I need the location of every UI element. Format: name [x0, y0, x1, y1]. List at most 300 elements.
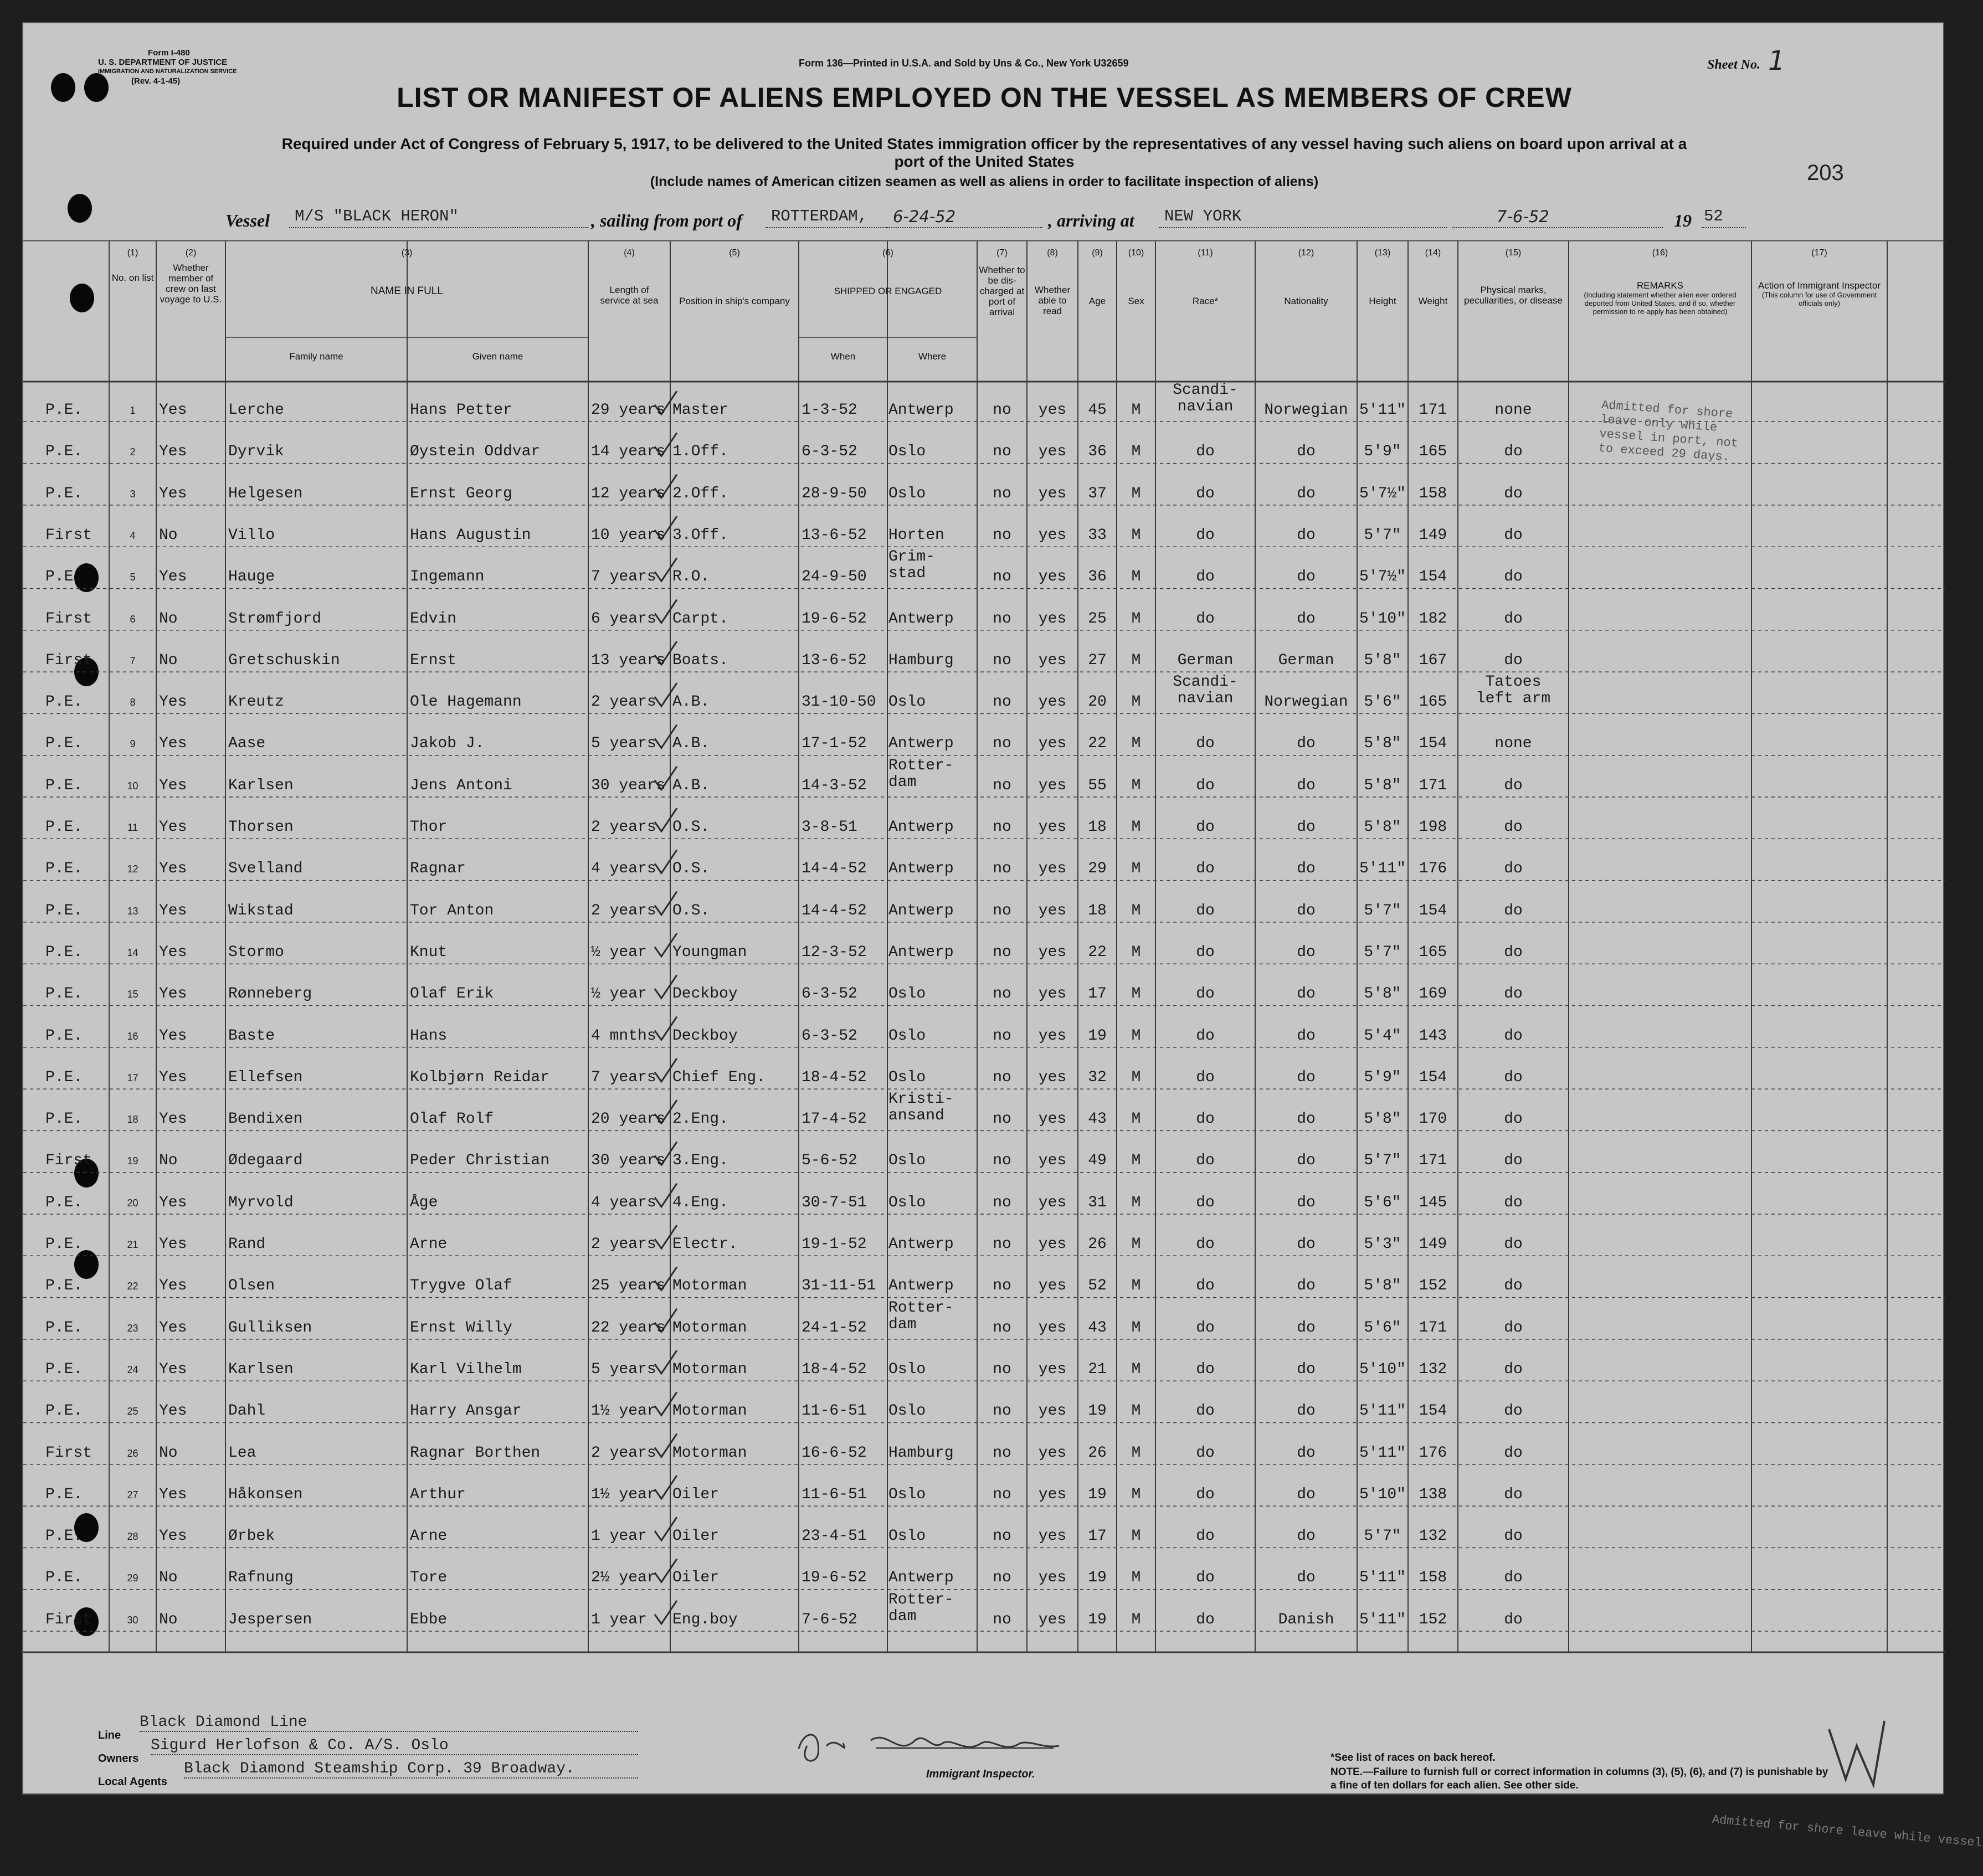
row-when: 30-7-51: [802, 1194, 867, 1211]
row-no: 17: [127, 1072, 138, 1083]
row-prev: Yes: [159, 1236, 187, 1253]
row-service: 10 years: [591, 526, 666, 544]
row-sex: M: [1131, 443, 1141, 461]
row-where: Oslo: [888, 1402, 926, 1420]
row-disch: no: [993, 1319, 1011, 1337]
row-when: 13-6-52: [802, 526, 867, 544]
row-weight: 152: [1419, 1611, 1447, 1628]
row-disch: no: [993, 1027, 1011, 1045]
row-sex: M: [1131, 568, 1141, 586]
row-where: Antwerp: [888, 1236, 954, 1253]
row-when: 1-3-52: [802, 402, 857, 419]
row-no: 30: [127, 1614, 138, 1626]
row-given: Tore: [410, 1569, 448, 1587]
row-family: Villo: [228, 526, 275, 544]
row-service: ½ year: [591, 985, 647, 1003]
row-height: 5'6": [1364, 693, 1401, 711]
row-nationality: do: [1297, 526, 1316, 544]
row-no: 19: [127, 1155, 138, 1167]
row-weight: 149: [1419, 1236, 1447, 1253]
row-service: 13 years: [591, 651, 666, 669]
row-race: do: [1196, 1319, 1215, 1337]
row-position: O.S.: [672, 860, 710, 878]
row-marks: none: [1494, 735, 1532, 753]
row-race: do: [1196, 568, 1215, 586]
row-nationality: do: [1297, 1152, 1316, 1170]
row-race: German: [1177, 651, 1234, 669]
row-disch: no: [993, 651, 1011, 669]
row-where: Oslo: [888, 1068, 926, 1086]
row-race: do: [1196, 943, 1215, 961]
row-marks: do: [1504, 1111, 1523, 1128]
year-prefix: 19: [1674, 210, 1692, 230]
row-prev: Yes: [159, 1027, 187, 1045]
row-read: yes: [1038, 860, 1067, 878]
row-age: 19: [1088, 1402, 1107, 1420]
col-num: (9): [1092, 248, 1103, 258]
row-read: yes: [1038, 693, 1067, 711]
row-family: Rand: [228, 1236, 266, 1253]
row-family: Baste: [228, 1027, 275, 1045]
row-prev: No: [159, 1152, 178, 1170]
row-family: Rønneberg: [228, 985, 312, 1003]
row-race: do: [1196, 1569, 1215, 1587]
row-height: 5'8": [1364, 985, 1401, 1003]
row-sex: M: [1131, 1528, 1141, 1545]
row-weight: 154: [1419, 1068, 1447, 1086]
row-position: Oiler: [672, 1528, 720, 1545]
row-family: Helgesen: [228, 485, 303, 502]
row-nationality: Norwegian: [1264, 402, 1348, 419]
row-position: Master: [672, 402, 728, 419]
row-read: yes: [1038, 1569, 1067, 1587]
col-num: (10): [1128, 248, 1144, 258]
form-number: Form I-480: [148, 48, 190, 58]
row-given: Edvin: [410, 610, 457, 628]
row-disch: no: [993, 1402, 1011, 1420]
row-no: 5: [130, 572, 136, 583]
row-where: Oslo: [888, 1194, 926, 1211]
row-nationality: do: [1297, 1360, 1316, 1378]
row-weight: 169: [1419, 985, 1447, 1003]
row-service: 2 years: [591, 1444, 656, 1462]
row-sex: M: [1131, 1152, 1141, 1170]
col-num: (2): [185, 248, 197, 258]
row-mark: P.E.: [45, 568, 83, 586]
row-service: 30 years: [591, 1152, 666, 1170]
row-age: 18: [1088, 902, 1107, 919]
row-family: Bendixen: [228, 1111, 303, 1128]
col-header-no: No. on list: [111, 273, 154, 283]
col-num: (7): [996, 248, 1008, 258]
row-nationality: do: [1297, 819, 1316, 836]
row-family: Aase: [228, 735, 266, 753]
row-when: 13-6-52: [802, 651, 867, 669]
row-height: 5'8": [1364, 819, 1401, 836]
row-read: yes: [1038, 735, 1067, 753]
row-where: Antwerp: [888, 902, 954, 919]
row-weight: 154: [1419, 568, 1447, 586]
row-no: 24: [127, 1364, 138, 1375]
row-mark: P.E.: [45, 1277, 83, 1295]
row-position: Eng.boy: [672, 1611, 738, 1628]
col-header-height: Height: [1369, 296, 1396, 306]
row-marks: do: [1504, 568, 1523, 586]
col-num: (8): [1047, 248, 1058, 258]
row-disch: no: [993, 985, 1011, 1003]
row-when: 14-4-52: [802, 860, 867, 878]
row-marks: do: [1504, 902, 1523, 919]
row-marks: do: [1504, 985, 1523, 1003]
row-mark: P.E.: [45, 819, 83, 836]
row-prev: Yes: [159, 985, 187, 1003]
row-position: Motorman: [672, 1277, 747, 1295]
row-disch: no: [993, 1569, 1011, 1587]
row-where: Antwerp: [888, 610, 954, 628]
row-race: do: [1196, 1152, 1215, 1170]
row-when: 19-1-52: [802, 1236, 867, 1253]
row-no: 9: [130, 738, 136, 750]
row-when: 14-4-52: [802, 902, 867, 919]
row-disch: no: [993, 1194, 1011, 1211]
row-marks: do: [1504, 485, 1523, 502]
row-given: Trygve Olaf: [410, 1277, 512, 1295]
row-prev: Yes: [159, 735, 187, 753]
row-prev: No: [159, 610, 178, 628]
row-service: 29 years: [591, 402, 666, 419]
row-service: 1 year: [591, 1528, 647, 1545]
row-when: 7-6-52: [802, 1611, 857, 1628]
row-height: 5'7": [1364, 1152, 1401, 1170]
row-service: 1½ year: [591, 1402, 656, 1420]
row-nationality: do: [1297, 1027, 1316, 1045]
row-marks: do: [1504, 1402, 1523, 1420]
row-mark: P.E.: [45, 1236, 83, 1253]
row-when: 17-1-52: [802, 735, 867, 753]
row-when: 18-4-52: [802, 1360, 867, 1378]
row-when: 5-6-52: [802, 1152, 857, 1170]
row-age: 45: [1088, 402, 1107, 419]
row-family: Myrvold: [228, 1194, 294, 1211]
col-header-sex: Sex: [1128, 296, 1144, 306]
row-where: Antwerp: [888, 735, 954, 753]
row-where: Antwerp: [888, 402, 954, 419]
row-when: 14-3-52: [802, 777, 867, 794]
row-position: 3.Off.: [672, 526, 728, 544]
service-name: IMMIGRATION AND NATURALIZATION SERVICE: [98, 68, 237, 75]
row-race: do: [1196, 1068, 1215, 1086]
col-header-when: When: [830, 351, 856, 362]
row-mark: P.E.: [45, 1111, 83, 1128]
row-where: Antwerp: [888, 819, 954, 836]
row-no: 7: [130, 655, 136, 666]
row-family: Jespersen: [228, 1611, 312, 1628]
row-weight: 132: [1419, 1360, 1447, 1378]
row-where: Oslo: [888, 485, 926, 502]
row-family: Hauge: [228, 568, 275, 586]
col-num: (6): [882, 248, 893, 258]
row-mark: First: [45, 610, 93, 628]
row-prev: No: [159, 651, 178, 669]
manifest-table: [23, 240, 1945, 1680]
row-read: yes: [1038, 985, 1067, 1003]
col-header-nationality: Nationality: [1284, 296, 1328, 306]
row-weight: 170: [1419, 1111, 1447, 1128]
col-num: (5): [729, 248, 740, 258]
row-family: Wikstad: [228, 902, 294, 919]
row-service: 7 years: [591, 568, 656, 586]
arriving-label: , arriving at: [1048, 210, 1134, 230]
row-read: yes: [1038, 1360, 1067, 1378]
row-race: do: [1196, 985, 1215, 1003]
row-marks: do: [1504, 1194, 1523, 1211]
row-when: 6-3-52: [802, 443, 857, 461]
row-sex: M: [1131, 777, 1141, 794]
penalty-note-text: —Failure to furnish full or correct information in columns (3), (5), (6), and (7) is punishable by a fine of ten dollars for each alien. See other side.: [1330, 1766, 1828, 1791]
row-age: 26: [1088, 1444, 1107, 1462]
row-position: Oiler: [672, 1486, 720, 1503]
row-where: Oslo: [888, 1152, 926, 1170]
arrival-date: 7-6-52: [1452, 207, 1663, 228]
row-read: yes: [1038, 1611, 1067, 1628]
row-read: yes: [1038, 1152, 1067, 1170]
row-sex: M: [1131, 1319, 1141, 1337]
row-weight: 198: [1419, 819, 1447, 836]
row-service: 20 years: [591, 1111, 666, 1128]
row-sex: M: [1131, 610, 1141, 628]
row-no: 8: [130, 697, 136, 708]
row-disch: no: [993, 1360, 1011, 1378]
row-service: 4 years: [591, 860, 656, 878]
row-nationality: do: [1297, 1068, 1316, 1086]
col-num: (12): [1298, 248, 1314, 258]
page-title: LIST OR MANIFEST OF ALIENS EMPLOYED ON THE VESSEL AS MEMBERS OF CREW: [397, 82, 1572, 113]
row-age: 36: [1088, 443, 1107, 461]
row-nationality: do: [1297, 943, 1316, 961]
row-weight: 171: [1419, 1319, 1447, 1337]
row-where: Oslo: [888, 693, 926, 711]
row-when: 6-3-52: [802, 1027, 857, 1045]
row-when: 11-6-51: [802, 1402, 867, 1420]
row-position: 2.Eng.: [672, 1111, 728, 1128]
row-mark: First: [45, 1611, 93, 1628]
col-num: (15): [1505, 248, 1522, 258]
row-mark: P.E.: [45, 1402, 83, 1420]
row-given: Hans Petter: [410, 402, 512, 419]
row-weight: 154: [1419, 1402, 1447, 1420]
row-no: 15: [127, 989, 138, 1000]
row-where: Oslo: [888, 1486, 926, 1503]
row-read: yes: [1038, 1277, 1067, 1295]
row-sex: M: [1131, 985, 1141, 1003]
row-position: O.S.: [672, 819, 710, 836]
row-mark: P.E.: [45, 1027, 83, 1045]
row-position: Oiler: [672, 1569, 720, 1587]
row-disch: no: [993, 1068, 1011, 1086]
manifest-sheet: [22, 22, 1944, 1795]
row-race: do: [1196, 777, 1215, 794]
row-no: 22: [127, 1281, 138, 1292]
row-sex: M: [1131, 1027, 1141, 1045]
col-header-shipped: SHIPPED OR ENGAGED: [834, 286, 942, 296]
row-no: 29: [127, 1572, 138, 1584]
owners-label: Owners: [98, 1752, 139, 1765]
row-weight: 158: [1419, 485, 1447, 502]
row-no: 6: [130, 613, 136, 625]
row-marks: do: [1504, 819, 1523, 836]
row-marks: none: [1494, 402, 1532, 419]
row-race: do: [1196, 1444, 1215, 1462]
row-height: 5'9": [1364, 1068, 1401, 1086]
col-num: (3): [401, 248, 413, 258]
row-service: 4 years: [591, 1194, 656, 1211]
row-height: 5'9": [1364, 443, 1401, 461]
row-disch: no: [993, 1486, 1011, 1503]
row-read: yes: [1038, 902, 1067, 919]
row-position: Motorman: [672, 1319, 747, 1337]
row-no: 26: [127, 1447, 138, 1459]
row-marks: do: [1504, 1236, 1523, 1253]
row-weight: 176: [1419, 1444, 1447, 1462]
row-age: 29: [1088, 860, 1107, 878]
row-age: 43: [1088, 1319, 1107, 1337]
col-num: (16): [1652, 248, 1668, 258]
row-sex: M: [1131, 1402, 1141, 1420]
row-height: 5'7": [1364, 1528, 1401, 1545]
row-position: Carpt.: [672, 610, 728, 628]
row-height: 5'7": [1364, 526, 1401, 544]
row-sex: M: [1131, 1277, 1141, 1295]
row-sex: M: [1131, 819, 1141, 836]
action-title: Action of Immigrant Inspector: [1758, 280, 1881, 291]
row-read: yes: [1038, 1319, 1067, 1337]
row-given: Jens Antoni: [410, 777, 512, 794]
initials-mark: [1818, 1713, 1901, 1790]
row-nationality: Danish: [1278, 1611, 1334, 1628]
col-header-race: Race*: [1192, 296, 1219, 306]
row-when: 12-3-52: [802, 943, 867, 961]
row-disch: no: [993, 777, 1011, 794]
row-weight: 176: [1419, 860, 1447, 878]
row-sex: M: [1131, 1569, 1141, 1587]
row-service: 1½ year: [591, 1486, 656, 1503]
row-service: 7 years: [591, 1068, 656, 1086]
row-given: Tor Anton: [410, 902, 494, 919]
row-position: A.B.: [672, 735, 710, 753]
row-prev: Yes: [159, 568, 187, 586]
arrival-port: NEW YORK: [1159, 207, 1447, 228]
printer-line: Form 136—Printed in U.S.A. and Sold by Uns & Co., New York U32659: [799, 58, 1129, 69]
requirement-line: port of the United States: [894, 153, 1075, 170]
col-num: (14): [1425, 248, 1441, 258]
row-age: 52: [1088, 1277, 1107, 1295]
row-age: 17: [1088, 1528, 1107, 1545]
row-age: 19: [1088, 1486, 1107, 1503]
row-height: 5'7½": [1359, 568, 1406, 586]
row-race: do: [1196, 819, 1215, 836]
row-disch: no: [993, 902, 1011, 919]
row-service: 2½ year: [591, 1569, 656, 1587]
row-nationality: do: [1297, 735, 1316, 753]
row-mark: P.E.: [45, 1068, 83, 1086]
row-prev: Yes: [159, 1319, 187, 1337]
col-header-action: [1754, 280, 1884, 307]
row-service: 2 years: [591, 819, 656, 836]
row-family: Lea: [228, 1444, 256, 1462]
row-mark: P.E.: [45, 902, 83, 919]
row-height: 5'8": [1364, 1277, 1401, 1295]
row-given: Thor: [410, 819, 448, 836]
row-family: Dyrvik: [228, 443, 284, 461]
row-position: 1.Off.: [672, 443, 728, 461]
row-read: yes: [1038, 1236, 1067, 1253]
row-given: Ernst Willy: [410, 1319, 512, 1337]
row-sex: M: [1131, 1111, 1141, 1128]
row-given: Ragnar: [410, 860, 466, 878]
vessel-label: Vessel: [225, 210, 270, 230]
row-race: do: [1196, 1111, 1215, 1128]
corner-stamp: Admitted for shore leave while vessel: [1711, 1812, 1982, 1851]
row-race: do: [1196, 902, 1215, 919]
row-weight: 165: [1419, 693, 1447, 711]
row-when: 19-6-52: [802, 610, 867, 628]
row-marks: do: [1504, 1528, 1523, 1545]
row-position: 4.Eng.: [672, 1194, 728, 1211]
row-age: 27: [1088, 651, 1107, 669]
col-num: (13): [1374, 248, 1391, 258]
department-name: U. S. DEPARTMENT OF JUSTICE: [98, 58, 228, 67]
row-where: Grim- stad: [888, 549, 936, 583]
row-sex: M: [1131, 1194, 1141, 1211]
row-age: 17: [1088, 985, 1107, 1003]
row-read: yes: [1038, 819, 1067, 836]
row-race: do: [1196, 443, 1215, 461]
row-where: Rotter- dam: [888, 1591, 954, 1625]
row-family: Thorsen: [228, 819, 294, 836]
row-height: 5'8": [1364, 1111, 1401, 1128]
row-disch: no: [993, 1111, 1011, 1128]
row-given: Peder Christian: [410, 1152, 550, 1170]
row-nationality: do: [1297, 1528, 1316, 1545]
row-height: 5'11": [1359, 1402, 1406, 1420]
row-marks: do: [1504, 860, 1523, 878]
row-sex: M: [1131, 735, 1141, 753]
row-disch: no: [993, 568, 1011, 586]
row-mark: P.E.: [45, 1486, 83, 1503]
row-mark: P.E.: [45, 1528, 83, 1545]
row-when: 19-6-52: [802, 1569, 867, 1587]
row-position: 2.Off.: [672, 485, 728, 502]
row-race: do: [1196, 1277, 1215, 1295]
row-weight: 171: [1419, 402, 1447, 419]
row-where: Antwerp: [888, 860, 954, 878]
row-when: 24-9-50: [802, 568, 867, 586]
row-read: yes: [1038, 568, 1067, 586]
row-mark: P.E.: [45, 860, 83, 878]
row-prev: Yes: [159, 1277, 187, 1295]
row-given: Knut: [410, 943, 448, 961]
row-race: Scandi- navian: [1173, 674, 1238, 708]
row-no: 20: [127, 1197, 138, 1209]
row-nationality: do: [1297, 1569, 1316, 1587]
row-nationality: do: [1297, 1111, 1316, 1128]
row-where: Hamburg: [888, 651, 954, 669]
row-family: Svelland: [228, 860, 303, 878]
row-where: Oslo: [888, 443, 926, 461]
row-prev: No: [159, 1569, 178, 1587]
row-race: do: [1196, 1027, 1215, 1045]
agents-label: Local Agents: [98, 1776, 167, 1788]
